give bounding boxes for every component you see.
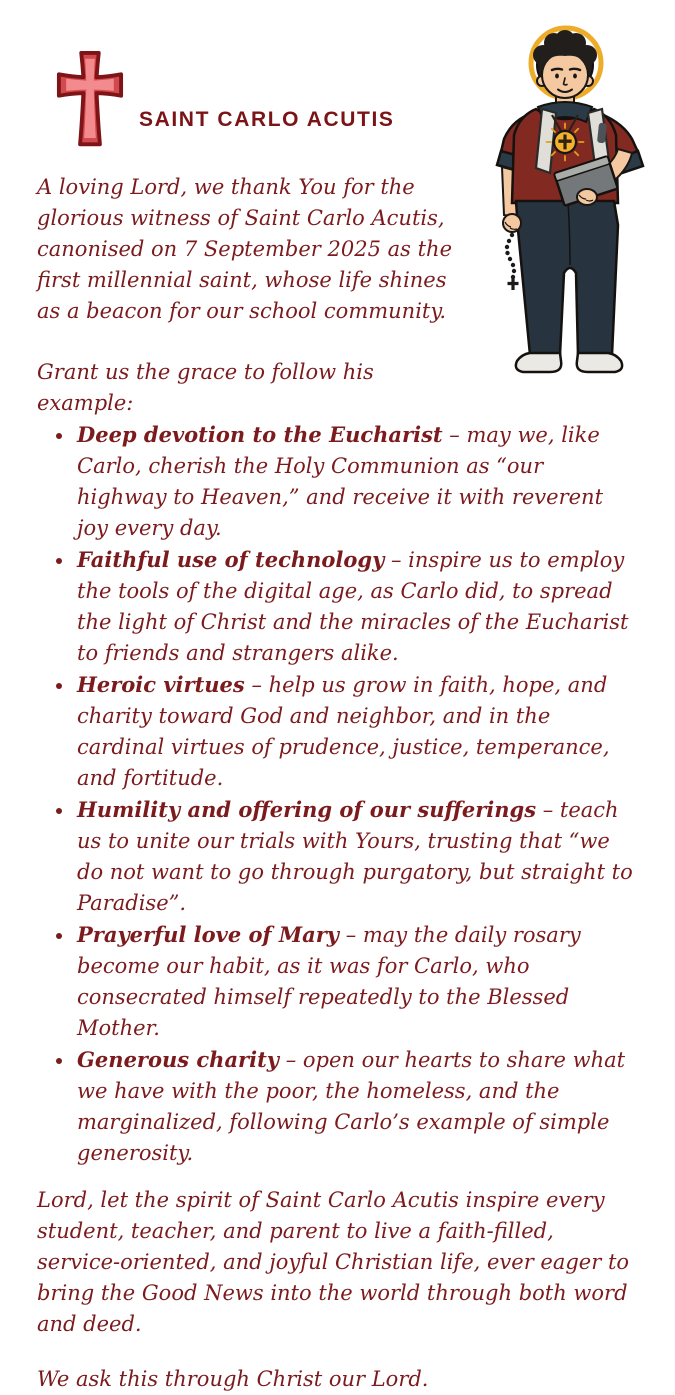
cross-icon — [55, 50, 125, 150]
petition-text: – teach us to unite our trials with Yours, trusting that “we do not want to go through purgatory, but straight to Paradise”. — [77, 798, 633, 915]
header — [37, 50, 475, 150]
shoe — [516, 353, 561, 372]
petition-lead: Generous charity — [77, 1047, 280, 1072]
shoe — [577, 353, 622, 372]
petition-text: – inspire us to employ the tools of the digital age, as Carlo did, to spread the light of Christ and the miracles of the Eucharist to friends and strangers alike. — [77, 548, 629, 665]
petition-lead: Deep devotion to the Eucharist — [77, 422, 443, 447]
petition-item — [75, 544, 638, 669]
petition-text: – help us grow in faith, hope, and charity toward God and neighbor, and in the cardinal virtues of prudence, justice, temperance, and fortitude. — [77, 673, 610, 790]
petition-text: – may the daily rosary become our habit, as it was for Carlo, who consecrated himself repeatedly to the Blessed Mother. — [77, 923, 581, 1040]
carlo-acutis-illustration — [485, 25, 665, 380]
opening-paragraph: A loving Lord, we thank You for the glorious witness of Saint Carlo Acutis, canonised on 7 September 2025 as the first millennial saint, whose life shines as a beacon for our school community. — [37, 175, 452, 323]
intro-line: Grant us the grace to follow his example: — [37, 360, 374, 415]
petition-list — [37, 419, 638, 1169]
petition-item — [75, 919, 638, 1044]
petition-item — [75, 419, 638, 544]
petition-lead: Prayerful love of Mary — [77, 922, 340, 947]
petition-lead: Heroic virtues — [77, 672, 245, 697]
petition-lead: Faithful use of technology — [77, 547, 385, 572]
petition-item — [75, 669, 638, 794]
final-line: We ask this through Christ our Lord. — [37, 1367, 429, 1391]
carlo-acutis-illustration-svg — [485, 25, 665, 380]
petition-item — [75, 1044, 638, 1169]
pants — [516, 201, 618, 355]
page-title: SAINT CARLO ACUTIS — [139, 108, 395, 131]
petition-item — [75, 794, 638, 919]
petition-text: – open our hearts to share what we have with the poor, the homeless, and the marginalized, following Carlo’s example of simple generosity. — [77, 1048, 626, 1165]
closing-paragraph: Lord, let the spirit of Saint Carlo Acutis inspire every student, teacher, and parent to live a faith-filled, service-oriented, and joyful Christian life, ever eager to bring the Good News into the world through both word and deed. — [37, 1188, 630, 1336]
rosary-icon — [505, 233, 516, 279]
petition-lead: Humility and offering of our sufferings — [77, 797, 537, 822]
petition-text: – may we, like Carlo, cherish the Holy Communion as “our highway to Heaven,” and receive it with reverent joy every day. — [77, 423, 604, 540]
